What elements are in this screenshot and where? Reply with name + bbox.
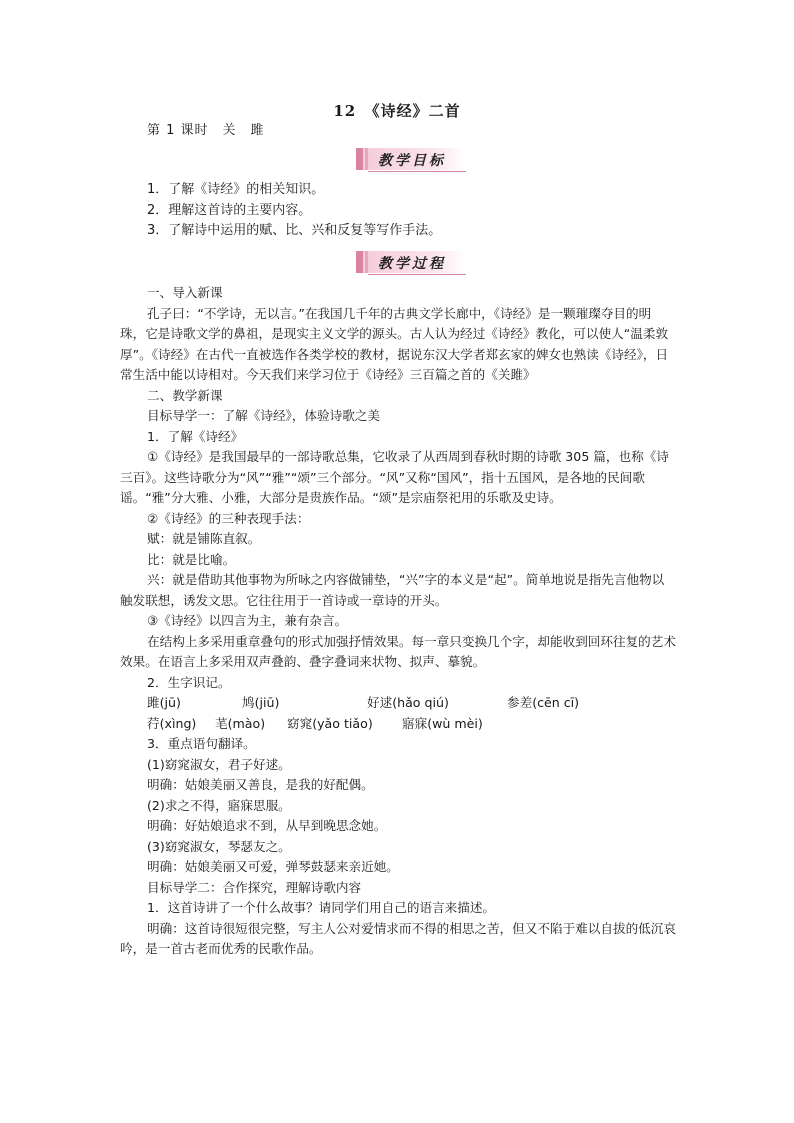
goal-item: 1．了解《诗经》的相关知识。 <box>147 182 325 197</box>
paragraph: 比：就是比喻。 <box>147 551 236 567</box>
vocab-word: 寤寐(wù mèi) <box>402 715 483 731</box>
paragraph: 孔子曰：“不学诗，无以言。”在我国几千年的古典文学长廊中，《诗经》是一颗璀璨夺目的明珠，它是诗歌文学的鼻祖，是现实主义文学的源头。古人认为经过《诗经》教化，可以使人“温柔敦厚”。《诗经》在古代一直被选作各类学校的教材，据说东汉大学者郑玄家的婢女也熟读《诗经》，日常生活中能以诗相对。今天我们来学习位于《诗经》三百篇之首的《关雎》 <box>120 305 669 382</box>
page-title: 12 《诗经》二首 <box>333 102 461 120</box>
process-body <box>120 283 676 960</box>
vocab-row <box>120 693 676 714</box>
translation-sentence: (3)窈窕淑女，琴瑟友之。 <box>147 838 291 854</box>
guide-heading: 目标导学二：合作探究，理解诗歌内容 <box>147 879 362 895</box>
banner-stripe <box>356 148 363 170</box>
vocab-word: 窈窕(yǎo tiǎo) <box>287 715 373 731</box>
vocab-word: 雎(jū) <box>147 695 181 710</box>
vocab-word: 鸠(jiū) <box>242 695 280 710</box>
goal-item: 2．理解这首诗的主要内容。 <box>147 202 312 218</box>
banner-underline <box>368 171 466 172</box>
translation-sentence: (2)求之不得，寤寐思服。 <box>147 797 291 813</box>
vocab-word: 好逑(hǎo qiú) <box>367 695 449 710</box>
banner-stripe <box>365 148 368 170</box>
section-banner-goals <box>356 148 466 172</box>
banner-underline <box>368 274 466 275</box>
translation-answer: 明确：好姑娘追求不到，从早到晚思念她。 <box>147 818 387 833</box>
banner-label: 教学过程 <box>378 256 446 272</box>
vocab-word: 荇(xìng) <box>147 715 197 731</box>
paragraph: 在结构上多采用重章叠句的形式加强抒情效果。每一章只变换几个字，却能收到回环往复的艺术效果。在语言上多采用双声叠韵、叠字叠词来状物、拟声、摹貌。 <box>120 633 676 669</box>
section-heading: 一、导入新课 <box>147 285 223 300</box>
section-banner-process <box>356 251 466 275</box>
guide-heading: 目标导学一：了解《诗经》，体验诗歌之美 <box>147 408 380 423</box>
question: 1．这首诗讲了一个什么故事？请同学们用自己的语言来描述。 <box>147 900 496 915</box>
vocab-word: 参差(cēn cī) <box>507 695 580 710</box>
answer: 明确：这首诗很短很完整，写主人公对爱情求而不得的相思之苦，但又不陷于难以自拔的低沉哀吟，是一首古老而优秀的民歌作品。 <box>120 920 676 956</box>
item-heading: 3．重点语句翻译。 <box>147 736 256 751</box>
translation-answer: 明确：姑娘美丽又善良，是我的好配偶。 <box>147 777 374 792</box>
section-heading: 二、教学新课 <box>147 387 223 403</box>
paragraph: 兴：就是借助其他事物为所咏之内容做铺垫，“兴”字的本义是“起”。简单地说是指先言他物以触发联想，诱发文思。它往往用于一首诗或一章诗的开头。 <box>120 572 665 608</box>
item-heading: 2．生字识记。 <box>147 674 231 690</box>
goals-list <box>120 180 676 242</box>
paragraph: ③《诗经》以四言为主，兼有杂言。 <box>147 613 348 628</box>
paragraph: ②《诗经》的三种表现手法： <box>147 510 310 526</box>
goal-item: 3．了解诗中运用的赋、比、兴和反复等写作手法。 <box>147 223 442 238</box>
translation-sentence: (1)窈窕淑女，君子好逑。 <box>147 756 291 772</box>
banner-label: 教学目标 <box>378 153 446 169</box>
banner-stripe <box>365 251 368 273</box>
banner-stripe <box>356 251 363 273</box>
item-heading: 1．了解《诗经》 <box>147 428 244 444</box>
paragraph: 赋：就是铺陈直叙。 <box>147 531 261 546</box>
lesson-subtitle: 第 1 课时 关 雎 <box>147 123 265 138</box>
paragraph: ①《诗经》是我国最早的一部诗歌总集，它收录了从西周到春秋时期的诗歌 305 篇，也称《诗三百》。这些诗歌分为“风”“雅”“颂”三个部分。“风”又称“国风”，指十五国风，是各地的民间歌谣。“雅”分大雅、小雅，大部分是贵族作品。“颂”是宗庙祭祀用的乐歌及史诗。 <box>120 449 669 505</box>
vocab-row <box>120 714 676 735</box>
vocab-word: 芼(mào) <box>215 715 266 731</box>
translation-answer: 明确：姑娘美丽又可爱，弹琴鼓瑟来亲近她。 <box>147 859 399 874</box>
